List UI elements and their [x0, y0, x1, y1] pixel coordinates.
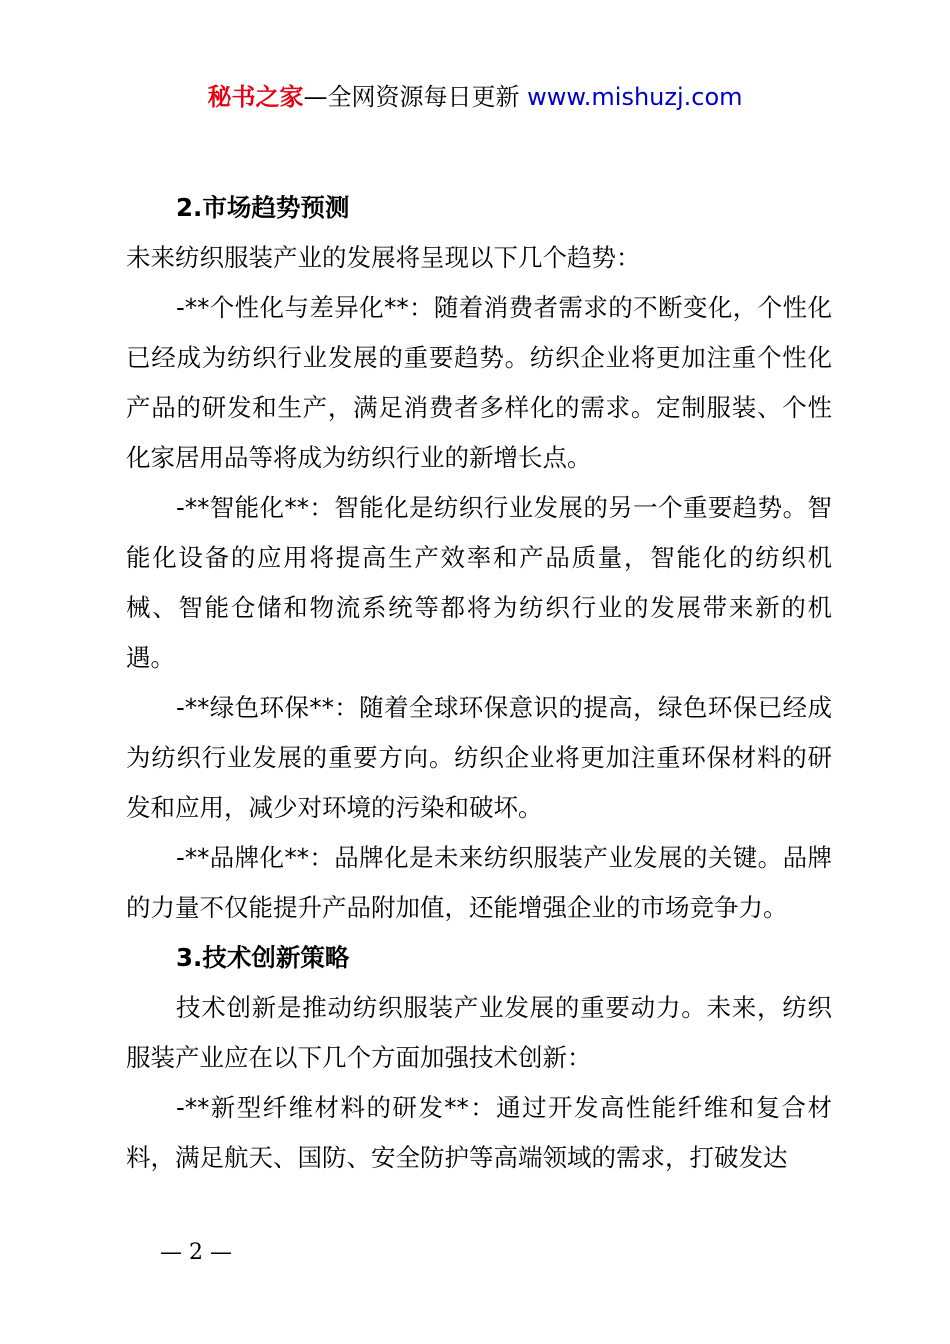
document-body: [126, 183, 832, 1183]
section-heading-market-trends: 2.市场趋势预测: [176, 193, 350, 222]
paragraph-innovation-intro: 技术创新是推动纺织服装产业发展的重要动力。未来，纺织服装产业应在以下几个方面加强技术创新：: [126, 993, 832, 1072]
section-heading-tech-innovation: 3.技术创新策略: [176, 943, 350, 972]
header-site-link[interactable]: www.mishuzj.com: [527, 83, 743, 111]
paragraph-trends-intro: 未来纺织服装产业的发展将呈现以下几个趋势：: [126, 243, 641, 272]
paragraph-intelligence: -**智能化**：智能化是纺织行业发展的另一个重要趋势。智能化设备的应用将提高生产效率和产品质量，智能化的纺织机械、智能仓储和物流系统等都将为纺织行业的发展带来新的机遇。: [126, 493, 832, 672]
paragraph-new-fiber: -**新型纤维材料的研发**：通过开发高性能纤维和复合材料，满足航天、国防、安全防护等高端领域的需求，打破发达: [126, 1093, 832, 1172]
header-brand: 秘书之家: [207, 83, 304, 111]
paragraph-green: -**绿色环保**：随着全球环保意识的提高，绿色环保已经成为纺织行业发展的重要方向。纺织企业将更加注重环保材料的研发和应用，减少对环境的污染和破坏。: [126, 693, 832, 822]
paragraph-personalization: -**个性化与差异化**：随着消费者需求的不断变化，个性化已经成为纺织行业发展的重要趋势。纺织企业将更加注重个性化产品的研发和生产，满足消费者多样化的需求。定制服装、个性化家居用品等将成为纺织行业的新增长点。: [126, 293, 832, 472]
header-tagline: —全网资源每日更新: [303, 83, 520, 111]
page-number: — 2 —: [160, 1240, 232, 1265]
page-header: [0, 80, 950, 114]
paragraph-branding: -**品牌化**：品牌化是未来纺织服装产业发展的关键。品牌的力量不仅能提升产品附加值，还能增强企业的市场竞争力。: [126, 843, 832, 922]
